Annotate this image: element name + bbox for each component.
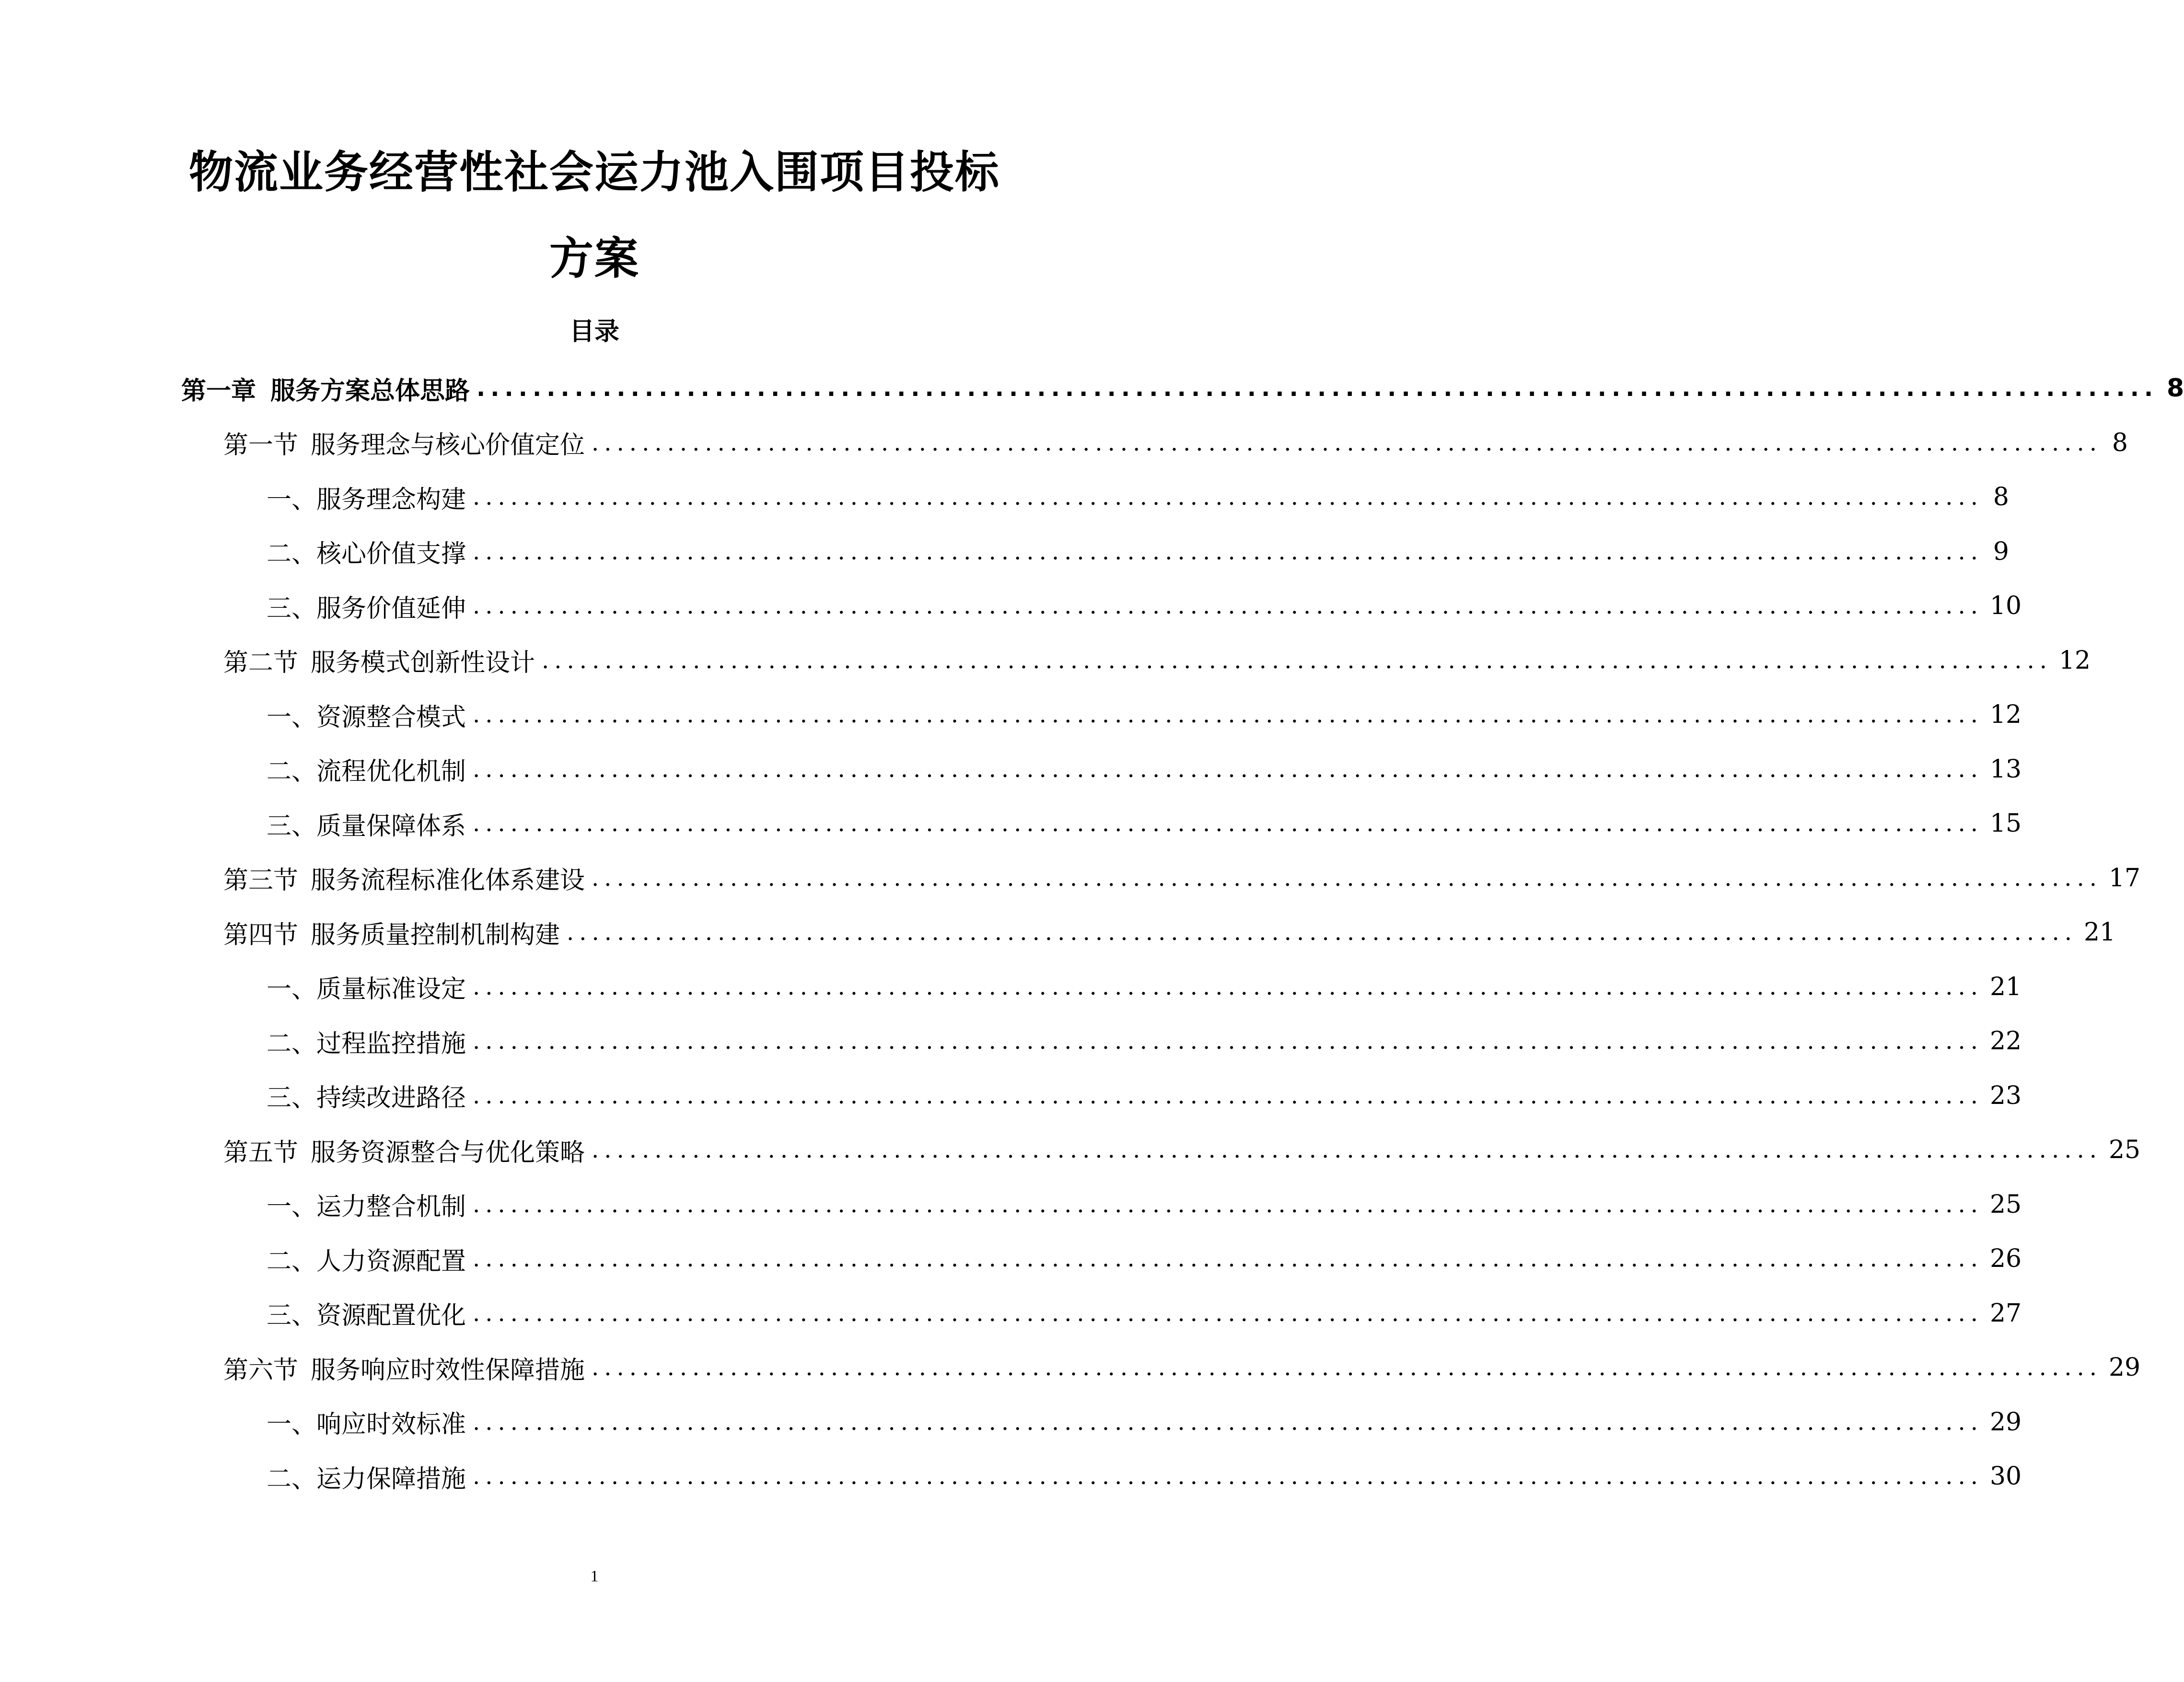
toc-entry-page-number: 27 [1989, 1299, 2022, 1328]
toc-entry-number: 第四节 [223, 920, 299, 950]
toc-entry-item[interactable] [267, 1403, 2022, 1441]
toc-dot-leader: ........................................................................................................................ [473, 1463, 1983, 1490]
toc-dot-leader: ........................................................................................................................ [473, 484, 1983, 510]
toc-entry-item[interactable] [267, 750, 2022, 789]
toc-entry-number: 第二节 [223, 649, 299, 677]
document-title-line-2: 方案 [549, 233, 639, 284]
toc-entry-number: 三、 [267, 812, 317, 841]
toc-entry-title: 服务模式创新性设计 [311, 649, 535, 677]
toc-dot-leader: ........................................................................................................................ [473, 1245, 1983, 1272]
toc-entry-section[interactable] [223, 1348, 2141, 1387]
toc-entry-number: 二、 [267, 1464, 317, 1494]
toc-entry-title: 流程优化机制 [316, 757, 466, 786]
toc-entry-page-number: 25 [2108, 1136, 2141, 1164]
toc-entry-title: 质量保障体系 [316, 812, 466, 841]
toc-dot-leader: ........................................................................................................................ [592, 864, 2102, 892]
toc-dot-leader: ........................................................................................................................ [473, 1191, 1983, 1218]
toc-entry-number: 三、 [267, 594, 317, 623]
toc-entry-page-number: 30 [1989, 1462, 2022, 1491]
toc-entry-page-number: 15 [1989, 809, 2022, 838]
toc-dot-leader: ........................................................................................................................ [473, 1299, 1983, 1327]
toc-entry-item[interactable] [267, 968, 2022, 1006]
footer-page-number: 1 [590, 1567, 599, 1585]
toc-entry-title: 服务理念与核心价值定位 [311, 431, 585, 460]
toc-entry-title: 运力整合机制 [316, 1193, 466, 1221]
toc-entry-page-number: 21 [1989, 972, 2022, 1001]
toc-entry-item[interactable] [267, 1294, 2022, 1333]
toc-entry-title: 人力资源配置 [316, 1247, 466, 1276]
toc-dot-leader: ........................................................................................................................ [567, 919, 2077, 946]
toc-entry-title: 资源配置优化 [316, 1301, 466, 1330]
toc-entry-number: 三、 [267, 1084, 317, 1113]
toc-entry-title: 质量标准设定 [316, 975, 466, 1004]
toc-entry-page-number: 29 [1989, 1407, 2022, 1437]
toc-entry-title: 持续改进路径 [316, 1084, 466, 1113]
toc-entry-number: 第三节 [223, 866, 299, 895]
toc-entry-section[interactable] [223, 424, 2128, 462]
toc-dot-leader: ........................................................................................................................ [592, 1137, 2102, 1163]
toc-entry-chapter[interactable] [181, 369, 2184, 407]
toc-entry-item[interactable] [267, 1240, 2022, 1278]
toc-entry-item[interactable] [267, 1022, 2022, 1060]
toc-entry-title: 服务质量控制机制构建 [311, 920, 560, 950]
toc-entry-page-number: 9 [1993, 537, 2009, 566]
toc-entry-item[interactable] [267, 478, 2009, 516]
toc-entry-number: 二、 [267, 757, 317, 786]
toc-dot-leader: ........................................................................................................................ [473, 538, 1983, 565]
toc-entry-title: 服务资源整合与优化策略 [311, 1138, 585, 1167]
toc-dot-leader: ........................................................................................................................ [592, 1354, 2102, 1381]
toc-entry-title: 资源整合模式 [316, 703, 466, 732]
toc-entry-number: 第五节 [223, 1138, 299, 1167]
toc-entry-item[interactable] [267, 1457, 2022, 1496]
toc-entry-page-number: 26 [1989, 1244, 2022, 1273]
toc-entry-number: 第一节 [223, 431, 299, 460]
toc-entry-title: 服务流程标准化体系建设 [311, 866, 585, 895]
toc-entry-page-number: 8 [2166, 374, 2184, 403]
toc-entry-number: 二、 [267, 1247, 317, 1276]
toc-entry-page-number: 12 [2058, 646, 2091, 675]
toc-entry-title: 运力保障措施 [316, 1464, 466, 1494]
toc-entry-number: 三、 [267, 1301, 317, 1330]
toc-entry-number: 二、 [267, 540, 317, 568]
toc-entry-page-number: 22 [1989, 1027, 2022, 1056]
toc-entry-title: 服务响应时效性保障措施 [311, 1356, 585, 1385]
toc-dot-leader: ........................................................................................................................ [473, 755, 1983, 783]
toc-dot-leader: ........................................................................................................................ [592, 429, 2102, 456]
toc-entry-number: 一、 [267, 485, 317, 514]
toc-dot-leader: ........................................................................................................................ [476, 375, 2159, 402]
toc-entry-page-number: 10 [1989, 592, 2022, 620]
toc-entry-number: 第一章 [181, 376, 256, 406]
toc-entry-page-number: 12 [1989, 700, 2022, 729]
toc-entry-title: 服务方案总体思路 [270, 376, 470, 406]
toc-entry-page-number: 29 [2108, 1353, 2141, 1382]
document-title-line-1: 物流业务经营性社会运力池入围项目投标 [188, 147, 1000, 198]
toc-entry-item[interactable] [267, 533, 2009, 571]
toc-entry-item[interactable] [267, 1185, 2022, 1224]
toc-entry-number: 二、 [267, 1029, 317, 1058]
toc-dot-leader: ........................................................................................................................ [473, 810, 1983, 837]
toc-entry-section[interactable] [223, 913, 2116, 951]
toc-entry-page-number: 23 [1989, 1081, 2022, 1110]
toc-entry-page-number: 25 [1989, 1190, 2022, 1219]
toc-entry-page-number: 8 [1993, 483, 2009, 511]
toc-entry-number: 第六节 [223, 1356, 299, 1385]
toc-entry-number: 一、 [267, 975, 317, 1004]
toc-entry-item[interactable] [267, 696, 2022, 734]
toc-entry-title: 核心价值支撑 [316, 540, 466, 568]
toc-entry-page-number: 8 [2112, 428, 2128, 457]
toc-entry-item[interactable] [267, 1077, 2022, 1115]
toc-entry-item[interactable] [267, 587, 2022, 625]
toc-entry-number: 一、 [267, 1410, 317, 1439]
toc-dot-leader: ........................................................................................................................ [473, 701, 1983, 728]
toc-entry-section[interactable] [223, 859, 2141, 897]
toc-entry-page-number: 13 [1989, 754, 2022, 784]
toc-dot-leader: ........................................................................................................................ [542, 647, 2052, 674]
toc-entry-section[interactable] [223, 1131, 2141, 1169]
toc-dot-leader: ........................................................................................................................ [473, 1082, 1983, 1109]
toc-dot-leader: ........................................................................................................................ [473, 592, 1983, 619]
toc-entry-section[interactable] [223, 641, 2091, 680]
toc-heading: 目录 [569, 317, 619, 346]
toc-entry-title: 服务价值延伸 [316, 594, 466, 623]
toc-entry-page-number: 17 [2108, 863, 2141, 893]
toc-entry-title: 过程监控措施 [316, 1029, 466, 1058]
toc-entry-number: 一、 [267, 703, 317, 732]
toc-dot-leader: ........................................................................................................................ [473, 973, 1983, 1000]
toc-dot-leader: ........................................................................................................................ [473, 1028, 1983, 1055]
toc-entry-title: 服务理念构建 [316, 485, 466, 514]
toc-entry-number: 一、 [267, 1193, 317, 1221]
toc-dot-leader: ........................................................................................................................ [473, 1408, 1983, 1436]
toc-entry-title: 响应时效标准 [316, 1410, 466, 1439]
toc-entry-item[interactable] [267, 804, 2022, 843]
toc-entry-page-number: 21 [2083, 918, 2116, 947]
